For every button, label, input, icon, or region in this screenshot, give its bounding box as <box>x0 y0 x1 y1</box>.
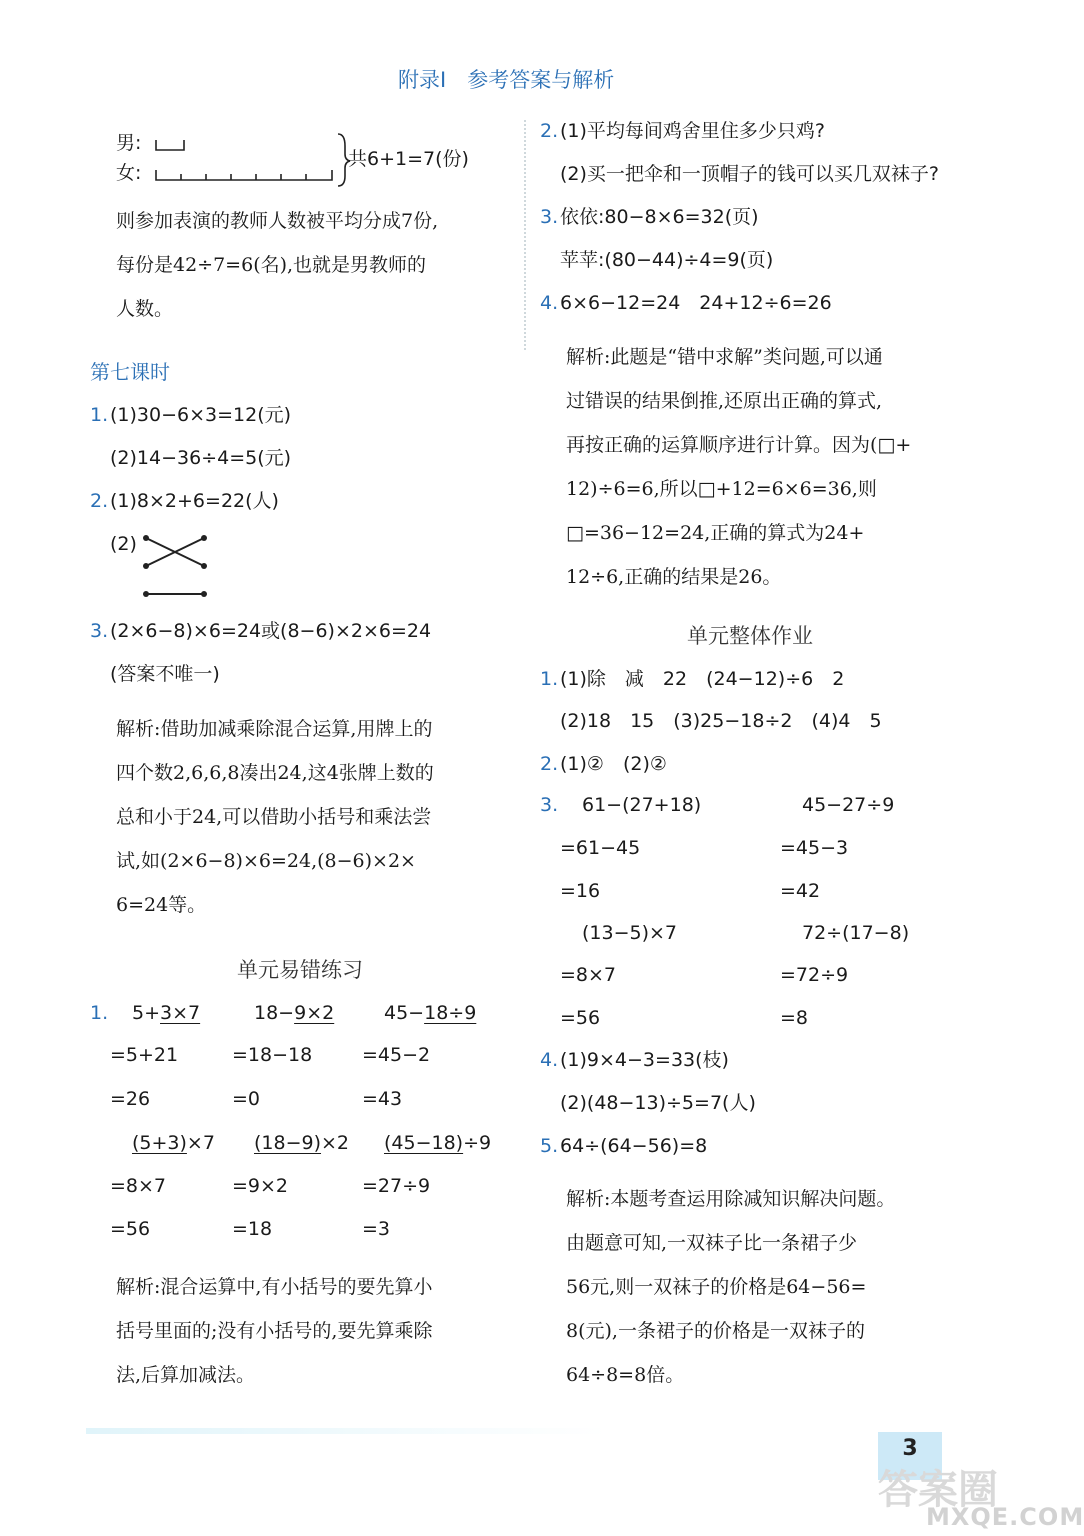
err-r6-b: =18 <box>232 1218 273 1240</box>
q2-part1: (1)8×2+6=22(人) <box>110 490 279 512</box>
u2-answer: (1)② (2)② <box>560 753 667 775</box>
left-p1-line3: 人数。 <box>116 298 174 320</box>
u1-part2: (2)18 15 (3)25−18÷2 (4)4 5 <box>560 710 882 732</box>
r-q4-answer: 6×6−12=24 24+12÷6=26 <box>560 292 832 314</box>
err-number: 1. <box>90 1002 109 1024</box>
u3-r4-a: (13−5)×7 <box>582 922 678 944</box>
section-error-practice: 单元易错练习 <box>237 958 363 982</box>
section-unit-homework: 单元整体作业 <box>687 624 813 648</box>
page-header: 附录Ⅰ 参考答案与解析 <box>398 68 615 92</box>
analysis2-line1: 解析:混合运算中,有小括号的要先算小 <box>116 1276 433 1298</box>
q3-note: (答案不唯一) <box>110 663 220 685</box>
analysis5-line5: 64÷8=8倍。 <box>566 1364 685 1386</box>
err-r6-a: =56 <box>110 1218 151 1240</box>
r-q2-number: 2. <box>540 120 559 142</box>
analysis1-line3: 总和小于24,可以借助小括号和乘法尝 <box>116 806 432 828</box>
r-q3-part2: 苹苹:(80−44)÷4=9(页) <box>560 249 774 271</box>
watermark-logo: 答案圈 <box>878 1467 998 1513</box>
u3-r1-a: 61−(27+18) <box>582 794 702 816</box>
u3-r3-a: =16 <box>560 880 601 902</box>
r-q3-part1: 依依:80−8×6=32(页) <box>560 206 759 228</box>
err-r2-c: =45−2 <box>362 1044 431 1066</box>
column-divider <box>524 120 526 350</box>
err-r2-b: =18−18 <box>232 1044 313 1066</box>
analysis1-line4: 试,如(2×6−8)×6=24,(8−6)×2× <box>116 850 416 872</box>
u3-r6-b: =8 <box>780 1007 809 1029</box>
u3-r5-b: =72÷9 <box>780 964 849 986</box>
q2-part2: (2) <box>110 533 137 555</box>
u3-r1-b: 45−27÷9 <box>802 794 895 816</box>
left-p1-line2: 每份是42÷7=6(名),也就是男教师的 <box>116 254 427 276</box>
r-q3-number: 3. <box>540 206 559 228</box>
err-r4-c: (45−18)÷9 <box>384 1132 492 1154</box>
r-q2-part2: (2)买一把伞和一顶帽子的钱可以买几双袜子? <box>560 163 939 185</box>
u3-number: 3. <box>540 794 559 816</box>
r-analysis-line3: 再按正确的运算顺序进行计算。因为(□+ <box>566 434 912 456</box>
page-number: 3 <box>878 1432 942 1480</box>
r-analysis-line4: 12)÷6=6,所以□+12=6×6=36,则 <box>566 478 877 500</box>
analysis2-line3: 法,后算加减法。 <box>116 1364 256 1386</box>
u3-r4-b: 72÷(17−8) <box>802 922 910 944</box>
err-r3-c: =43 <box>362 1088 403 1110</box>
q2-number: 2. <box>90 490 109 512</box>
diagram-male-label: 男: <box>116 132 142 154</box>
u3-r2-b: =45−3 <box>780 837 849 859</box>
q1-number: 1. <box>90 404 109 426</box>
u4-number: 4. <box>540 1049 559 1071</box>
r-q4-number: 4. <box>540 292 559 314</box>
u1-number: 1. <box>540 668 559 690</box>
u3-r3-b: =42 <box>780 880 821 902</box>
err-r5-c: =27÷9 <box>362 1175 431 1197</box>
u4-part1: (1)9×4−3=33(枝) <box>560 1049 729 1071</box>
lesson7-heading: 第七课时 <box>90 360 170 384</box>
q1-part1: (1)30−6×3=12(元) <box>110 404 292 426</box>
err-r4-a: (5+3)×7 <box>132 1132 215 1154</box>
err-r1-c: 45−18÷9 <box>384 1002 477 1024</box>
analysis1-line2: 四个数2,6,6,8凑出24,这4张牌上数的 <box>116 762 434 784</box>
r-q2-part1: (1)平均每间鸡舍里住多少只鸡? <box>560 120 825 142</box>
err-r1-b: 18−9×2 <box>254 1002 335 1024</box>
analysis2-line2: 括号里面的;没有小括号的,要先算乘除 <box>116 1320 433 1342</box>
q3-number: 3. <box>90 620 109 642</box>
watermark-url: MXQE.COM <box>926 1503 1084 1531</box>
left-p1-line1: 则参加表演的教师人数被平均分成7份, <box>116 210 439 232</box>
u5-number: 5. <box>540 1135 559 1157</box>
err-r6-c: =3 <box>362 1218 391 1240</box>
u4-part2: (2)(48−13)÷5=7(人) <box>560 1092 756 1114</box>
q3-answer: (2×6−8)×6=24或(8−6)×2×6=24 <box>110 620 432 642</box>
err-r1-a: 5+3×7 <box>132 1002 201 1024</box>
analysis5-line2: 由题意可知,一双袜子比一条裙子少 <box>566 1232 858 1254</box>
err-r2-a: =5+21 <box>110 1044 179 1066</box>
diagram-female-label: 女: <box>116 162 142 184</box>
r-analysis-line6: 12÷6,正确的结果是26。 <box>566 566 782 588</box>
u3-r6-a: =56 <box>560 1007 601 1029</box>
u5-answer: 64÷(64−56)=8 <box>560 1135 708 1157</box>
diagram-total: 共6+1=7(份) <box>348 148 469 170</box>
err-r3-a: =26 <box>110 1088 151 1110</box>
segment-diagram <box>150 128 350 188</box>
matching-lines <box>140 530 212 602</box>
err-r5-b: =9×2 <box>232 1175 289 1197</box>
analysis5-line4: 8(元),一条裙子的价格是一双袜子的 <box>566 1320 865 1342</box>
err-r5-a: =8×7 <box>110 1175 167 1197</box>
analysis5-line1: 解析:本题考查运用除减知识解决问题。 <box>566 1188 896 1210</box>
r-analysis-line1: 解析:此题是“错中求解”类问题,可以通 <box>566 346 883 368</box>
r-analysis-line2: 过错误的结果倒推,还原出正确的算式, <box>566 390 883 412</box>
err-r4-b: (18−9)×2 <box>254 1132 350 1154</box>
q1-part2: (2)14−36÷4=5(元) <box>110 447 292 469</box>
r-analysis-line5: □=36−12=24,正确的算式为24+ <box>566 522 865 544</box>
footer-band <box>86 1428 606 1434</box>
err-r3-b: =0 <box>232 1088 261 1110</box>
analysis1-line5: 6=24等。 <box>116 894 207 916</box>
u3-r5-a: =8×7 <box>560 964 617 986</box>
u2-number: 2. <box>540 753 559 775</box>
analysis1-line1: 解析:借助加减乘除混合运算,用牌上的 <box>116 718 433 740</box>
u1-part1: (1)除 减 22 (24−12)÷6 2 <box>560 668 845 690</box>
u3-r2-a: =61−45 <box>560 837 641 859</box>
analysis5-line3: 56元,则一双袜子的价格是64−56= <box>566 1276 867 1298</box>
